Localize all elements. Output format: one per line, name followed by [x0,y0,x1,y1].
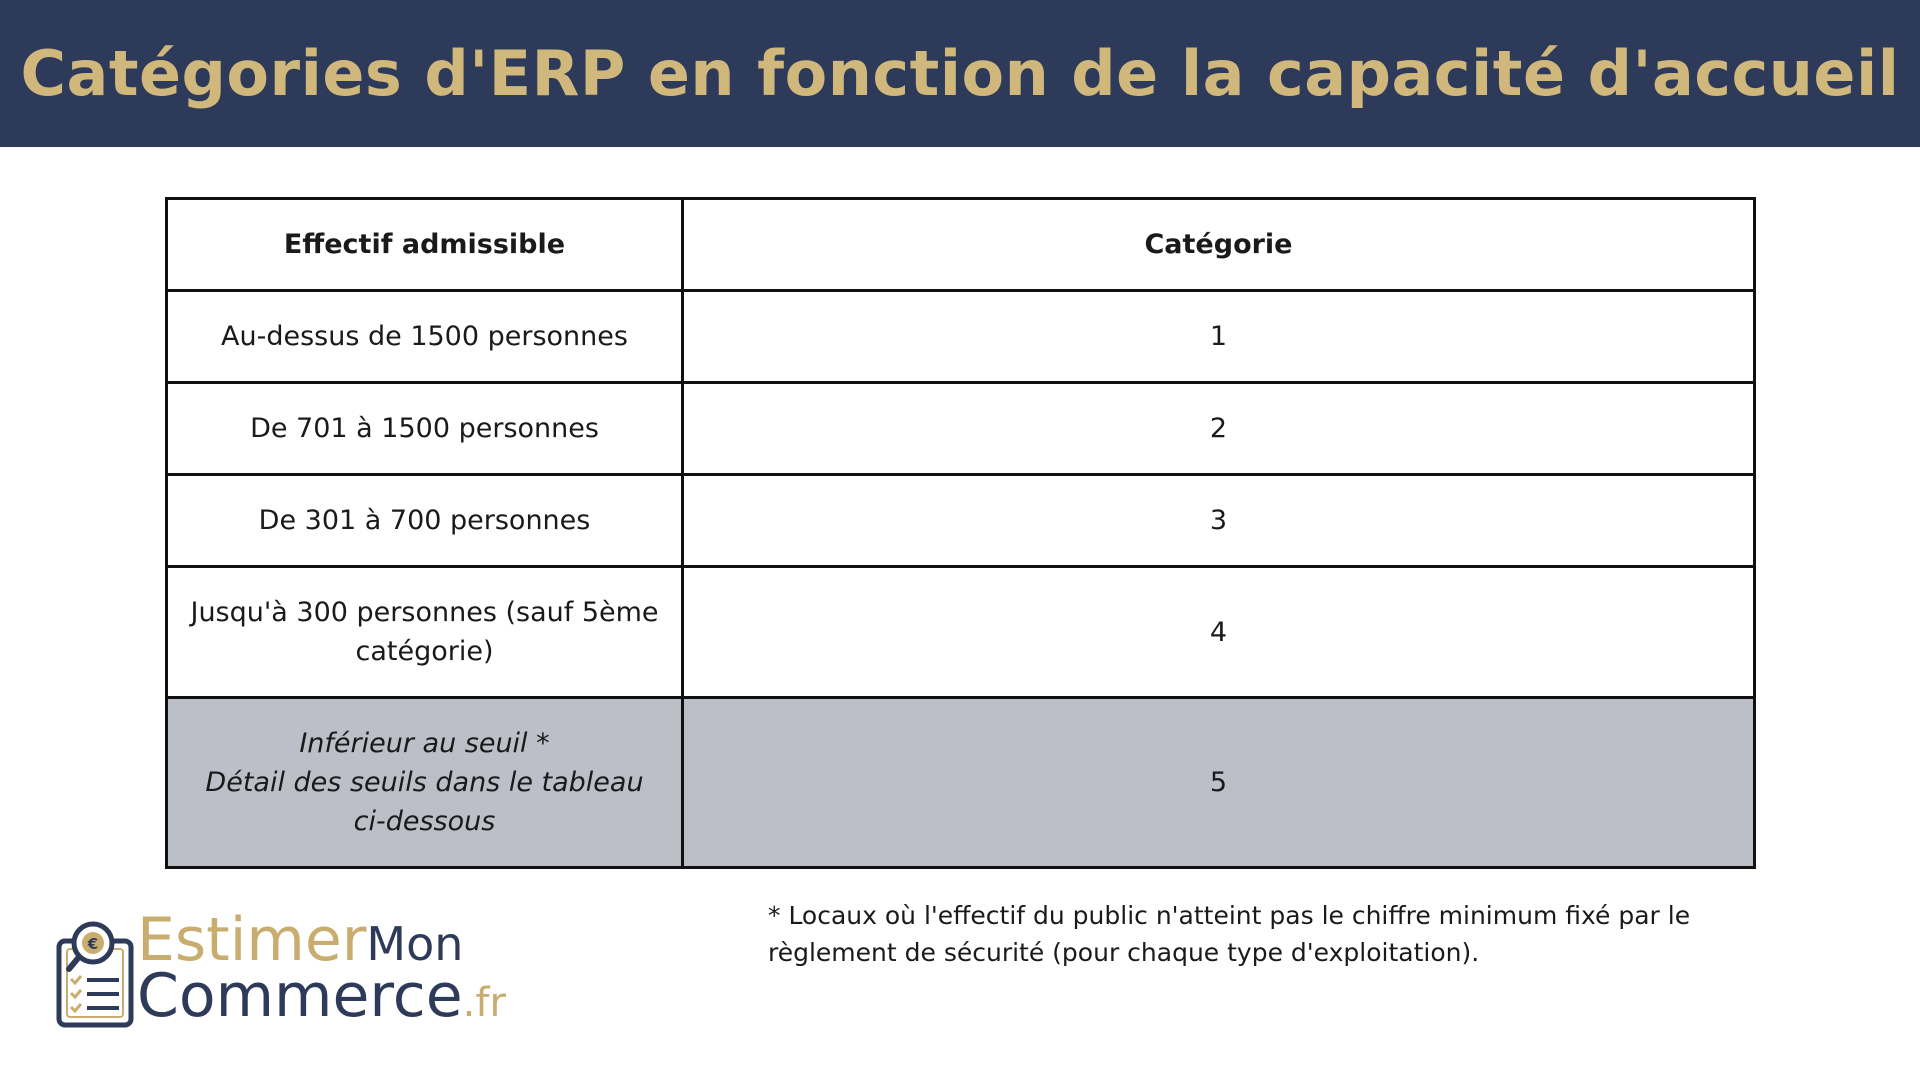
svg-text:€: € [87,935,99,953]
logo-wordmark-line1: EstimerMon [137,905,464,975]
table-row [167,567,1755,698]
effectif-cell: Au-dessus de 1500 personnes [167,291,683,383]
header-banner [0,0,1920,147]
effectif-cell: De 701 à 1500 personnes [167,383,683,475]
column-header-categorie: Catégorie [683,199,1755,291]
table-header-row [167,199,1755,291]
effectif-cell: Jusqu'à 300 personnes (sauf 5ème catégorie) [167,567,683,698]
page-title: Catégories d'ERP en fonction de la capacité d'accueil [20,37,1900,110]
table-row-highlighted [167,698,1755,868]
effectif-cell: Inférieur au seuil * Détail des seuils dans le tableau ci-dessous [167,698,683,868]
categorie-cell: 5 [683,698,1755,868]
table-row [167,291,1755,383]
logo-wordmark-line2: Commerce.fr [137,961,506,1031]
categorie-cell: 3 [683,475,1755,567]
footnote: * Locaux où l'effectif du public n'atteint pas le chiffre minimum fixé par le règlement de sécurité (pour chaque type d'exploitation). [768,901,1691,967]
table-row [167,383,1755,475]
column-header-effectif: Effectif admissible [167,199,683,291]
clipboard-euro-magnifier-icon [55,919,135,1031]
categorie-cell: 4 [683,567,1755,698]
categorie-cell: 2 [683,383,1755,475]
table-row [167,475,1755,567]
brand-logo [55,905,555,1035]
categorie-cell: 1 [683,291,1755,383]
erp-category-table [165,197,1756,869]
effectif-cell: De 301 à 700 personnes [167,475,683,567]
